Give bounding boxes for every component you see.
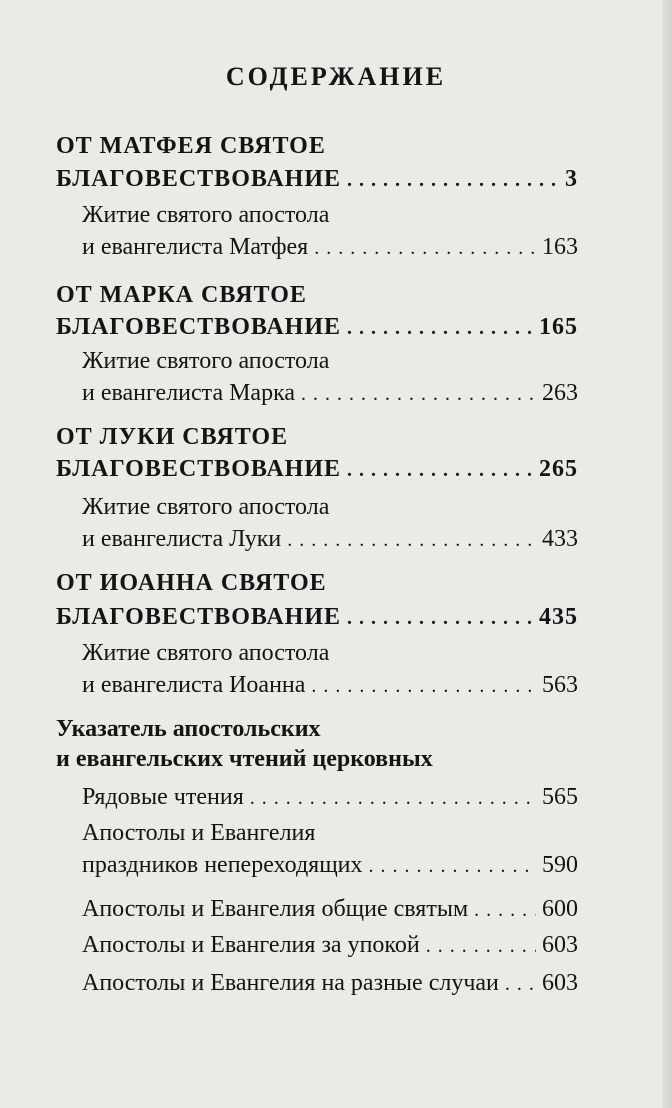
page-number: 263 [542,380,578,406]
leader-dots [347,169,559,192]
toc-heading-text: БЛАГОВЕСТВОВАНИЕ [56,314,342,340]
toc-heading-line [56,133,578,167]
toc-entry[interactable] [56,314,578,348]
leader-dots [426,935,536,958]
toc-entry[interactable] [56,604,578,638]
index-entry-text: Апостолы и Евангелия на разные случаи [82,970,499,996]
index-entry[interactable] [82,970,578,1004]
toc-sub-text: Житие святого апостола [82,494,330,520]
page-number: 265 [539,456,578,482]
page-number: 565 [542,784,578,810]
index-heading-text: и евангельских чтений церковных [56,746,433,772]
leader-dots [505,973,536,996]
page-number: 3 [565,166,578,192]
toc-entry[interactable] [82,526,578,560]
index-entry-text: Рядовые чтения [82,784,244,810]
toc-heading-text: ОТ МАРКА СВЯТОЕ [56,282,307,308]
index-entry[interactable] [82,784,578,818]
toc-heading-line [56,570,578,604]
toc-sub-text: и евангелиста Иоанна [82,672,306,698]
toc-heading-line [56,424,578,458]
page-number: 563 [542,672,578,698]
toc-entry[interactable] [82,380,578,414]
toc-sub-text: Житие святого апостола [82,348,330,374]
index-entry-text: Апостолы и Евангелия общие святым [82,896,469,922]
leader-dots [311,675,536,698]
leader-dots [347,459,533,482]
page-number: 433 [542,526,578,552]
index-heading-line [56,746,578,780]
leader-dots [287,529,536,552]
page-number: 603 [542,932,578,958]
page-number: 435 [539,604,578,630]
toc-heading-text: ОТ ИОАННА СВЯТОЕ [56,570,327,596]
toc-sub-text: и евангелиста Матфея [82,234,309,260]
leader-dots [347,607,533,630]
toc-heading-text: БЛАГОВЕСТВОВАНИЕ [56,166,342,192]
index-entry[interactable] [82,896,578,930]
toc-sub-text: и евангелиста Марка [82,380,296,406]
leader-dots [474,899,536,922]
toc-entry[interactable] [82,234,578,268]
toc-heading-line [56,282,578,316]
page-number: 603 [542,970,578,996]
toc-entry[interactable] [56,456,578,490]
toc-sub-text: и евангелиста Луки [82,526,282,552]
index-entry[interactable] [82,932,578,966]
toc-heading-text: БЛАГОВЕСТВОВАНИЕ [56,604,342,630]
index-entry-text: праздников непереходящих [82,852,363,878]
toc-heading-text: БЛАГОВЕСТВОВАНИЕ [56,456,342,482]
page-number: 590 [542,852,578,878]
leader-dots [250,787,536,810]
leader-dots [369,855,536,878]
index-entry-line [82,820,578,854]
toc-entry[interactable] [82,672,578,706]
toc-heading-text: ОТ МАТФЕЯ СВЯТОЕ [56,133,326,159]
index-heading-line [56,716,578,750]
toc-heading-text: ОТ ЛУКИ СВЯТОЕ [56,424,289,450]
leader-dots [301,383,536,406]
leader-dots [314,237,536,260]
index-entry[interactable] [82,852,578,886]
toc-entry[interactable] [56,166,578,200]
index-entry-text: Апостолы и Евангелия [82,820,316,846]
index-entry-text: Апостолы и Евангелия за упокой [82,932,420,958]
page-number: 165 [539,314,578,340]
index-heading-text: Указатель апостольских [56,716,321,742]
toc-sub-line [82,494,578,528]
toc-sub-line [82,202,578,236]
page-number: 163 [542,234,578,260]
toc-sub-line [82,640,578,674]
page-title: СОДЕРЖАНИЕ [225,62,447,91]
leader-dots [347,317,533,340]
toc-sub-line [82,348,578,382]
page-number: 600 [542,896,578,922]
toc-sub-text: Житие святого апостола [82,202,330,228]
toc-sub-text: Житие святого апостола [82,640,330,666]
